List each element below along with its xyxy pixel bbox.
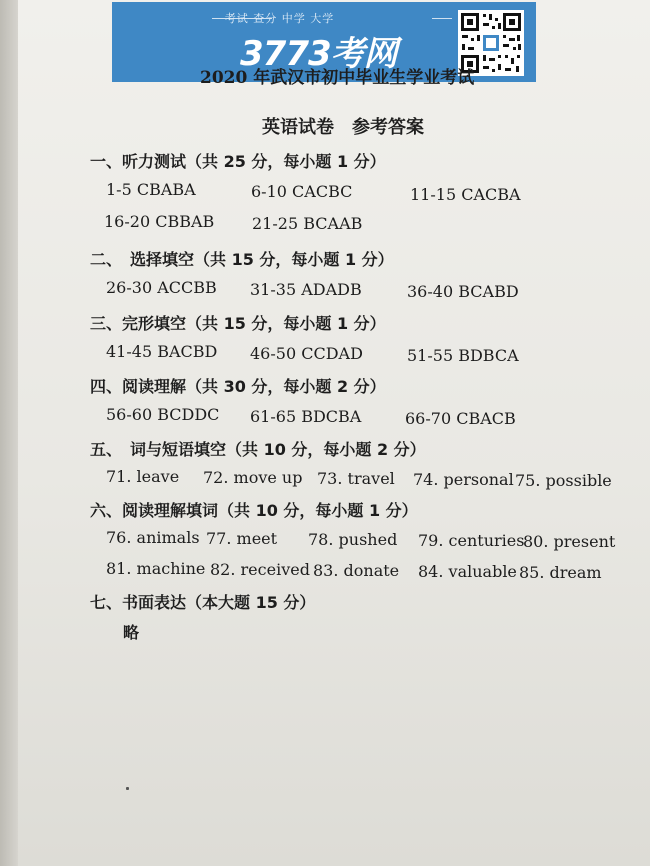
answer-item: 1-5 CBABA [106,180,196,199]
banner-tagline: 考试 查分 中学 大学 [224,12,335,25]
answer-item: 61-65 BDCBA [250,407,362,426]
section-heading-word-fill: 五、 词与短语填空（共 10 分，每小题 2 分） [90,440,426,459]
answer-key-subtitle: 英语试卷 参考答案 [262,117,424,138]
answer-item: 73. travel [317,469,395,488]
section-heading-cloze: 三、完形填空（共 15 分，每小题 1 分） [90,314,386,333]
answer-item: 77. meet [206,529,278,548]
answer-omitted: 略 [123,623,140,642]
banner-divider-right [432,18,452,19]
answer-item: 83. donate [313,561,400,580]
section-heading-writing: 七、书面表达（本大题 15 分） [90,593,316,612]
section-heading-reading: 四、阅读理解（共 30 分，每小题 2 分） [90,377,386,396]
answer-item: 41-45 BACBD [106,342,218,361]
answer-item: 72. move up [203,468,303,487]
answer-item: 80. present [523,532,616,551]
answer-item: 66-70 CBACB [405,409,516,428]
answer-item: 71. leave [106,467,180,486]
answer-item: 84. valuable [418,562,517,581]
answer-item: 76. animals [106,528,200,547]
answer-item: 11-15 CACBA [410,185,521,204]
answer-item: 78. pushed [308,530,398,549]
section-heading-reading-fill: 六、阅读理解填词（共 10 分，每小题 1 分） [90,501,418,520]
answer-item: 21-25 BCAAB [252,214,363,233]
section-heading-multiple-choice: 二、 选择填空（共 15 分，每小题 1 分） [90,250,394,269]
answer-item: 56-60 BCDDC [106,405,220,424]
answer-item: 82. received [210,560,310,579]
answer-item: 46-50 CCDAD [250,344,363,363]
answer-item: 79. centuries [418,531,525,550]
answer-item: 81. machine [106,559,206,578]
answer-item: 74. personal [413,470,514,489]
answer-item: 16-20 CBBAB [104,212,215,231]
answer-item: 85. dream [519,563,602,582]
answer-item: 75. possible [515,471,612,490]
section-heading-listening: 一、听力测试（共 25 分，每小题 1 分） [90,152,386,171]
answer-item: 51-55 BDBCA [407,346,519,365]
exam-title: 2020 年武汉市初中毕业生学业考试 [200,68,475,88]
answer-item: 31-35 ADADB [250,280,362,299]
site-logo: 3773考网 [240,34,397,74]
answer-item: 6-10 CACBC [251,182,353,201]
answer-item: 36-40 BCABD [407,282,519,301]
answer-item: 26-30 ACCBB [106,278,217,297]
paper-shadow-edge [0,0,18,866]
paper-speck [126,787,129,790]
